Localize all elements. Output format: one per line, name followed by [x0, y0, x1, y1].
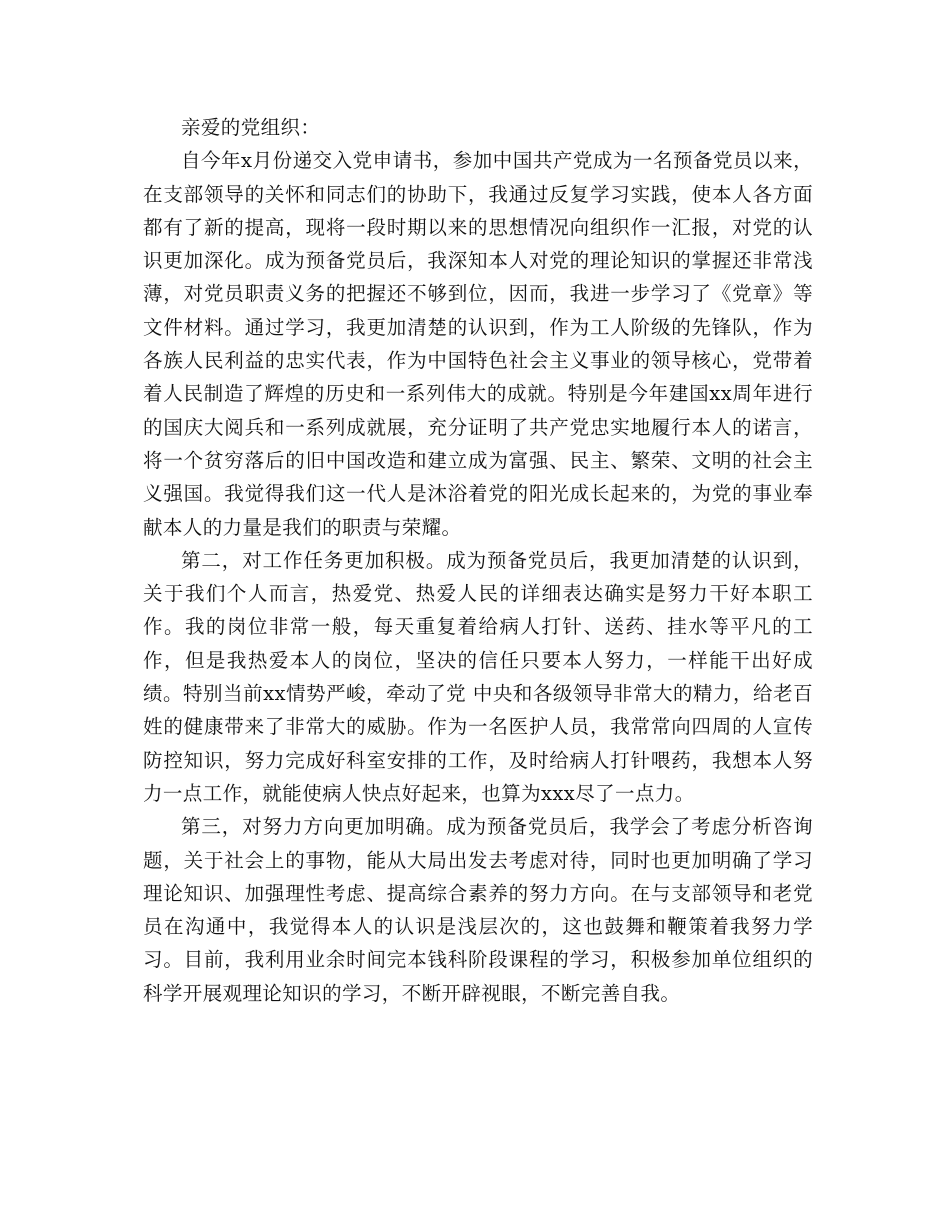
paragraph-1: 自今年x月份递交入党申请书，参加中国共产党成为一名预备党员以来，在支部领导的关怀和同志们的协助下，我通过反复学习实践，使本人各方面都有了新的提高，现将一段时期以来的思想情况向组织作一汇报，对党的认识更加深化。成为预备党员后，我深知本人对党的理论知识的掌握还非常浅薄，对党员职责义务的把握还不够到位，因而，我进一步学习了《党章》等文件材料。通过学习，我更加清楚的认识到，作为工人阶级的先锋队，作为各族人民利益的忠实代表，作为中国特色社会主义事业的领导核心，党带着着人民制造了辉煌的历史和一系列伟大的成就。特别是今年建国xx周年进行的国庆大阅兵和一系列成就展，充分证明了共产党忠实地履行本人的诺言，将一个贫穷落后的旧中国改造和建立成为富强、民主、繁荣、文明的社会主义强国。我觉得我们这一代人是沐浴着党的阳光成长起来的，为党的事业奉献本人的力量是我们的职责与荣耀。 — [143, 149, 813, 539]
paragraph-2: 第二，对工作任务更加积极。成为预备党员后，我更加清楚的认识到，关于我们个人而言，热爱党、热爱人民的详细表达确实是努力干好本职工作。我的岗位非常一般，每天重复着给病人打针、送药、挂水等平凡的工作，但是我热爱本人的岗位，坚决的信任只要本人努力，一样能干出好成绩。特别当前xx情势严峻，牵动了党 中央和各级领导非常大的精力，给老百姓的健康带来了非常大的威胁。作为一名医护人员，我常常向四周的人宣传防控知识，努力完成好科室安排的工作，及时给病人打针喂药，我想本人努力一点工作，就能使病人快点好起来，也算为xxx尽了一点力。 — [143, 548, 813, 805]
paragraph-3: 第三，对努力方向更加明确。成为预备党员后，我学会了考虑分析咨询题，关于社会上的事物，能从大局出发去考虑对待，同时也更加明确了学习理论知识、加强理性考虑、提高综合素养的努力方向。在与支部领导和老党员在沟通中，我觉得本人的认识是浅层次的，这也鼓舞和鞭策着我努力学习。目前，我利用业余时间完本钱科阶段课程的学习，积极参加单位组织的科学开展观理论知识的学习，不断开辟视眼，不断完善自我。 — [143, 815, 813, 1005]
letter-body — [143, 111, 813, 1010]
salutation: 亲爱的党组织： — [181, 116, 321, 139]
